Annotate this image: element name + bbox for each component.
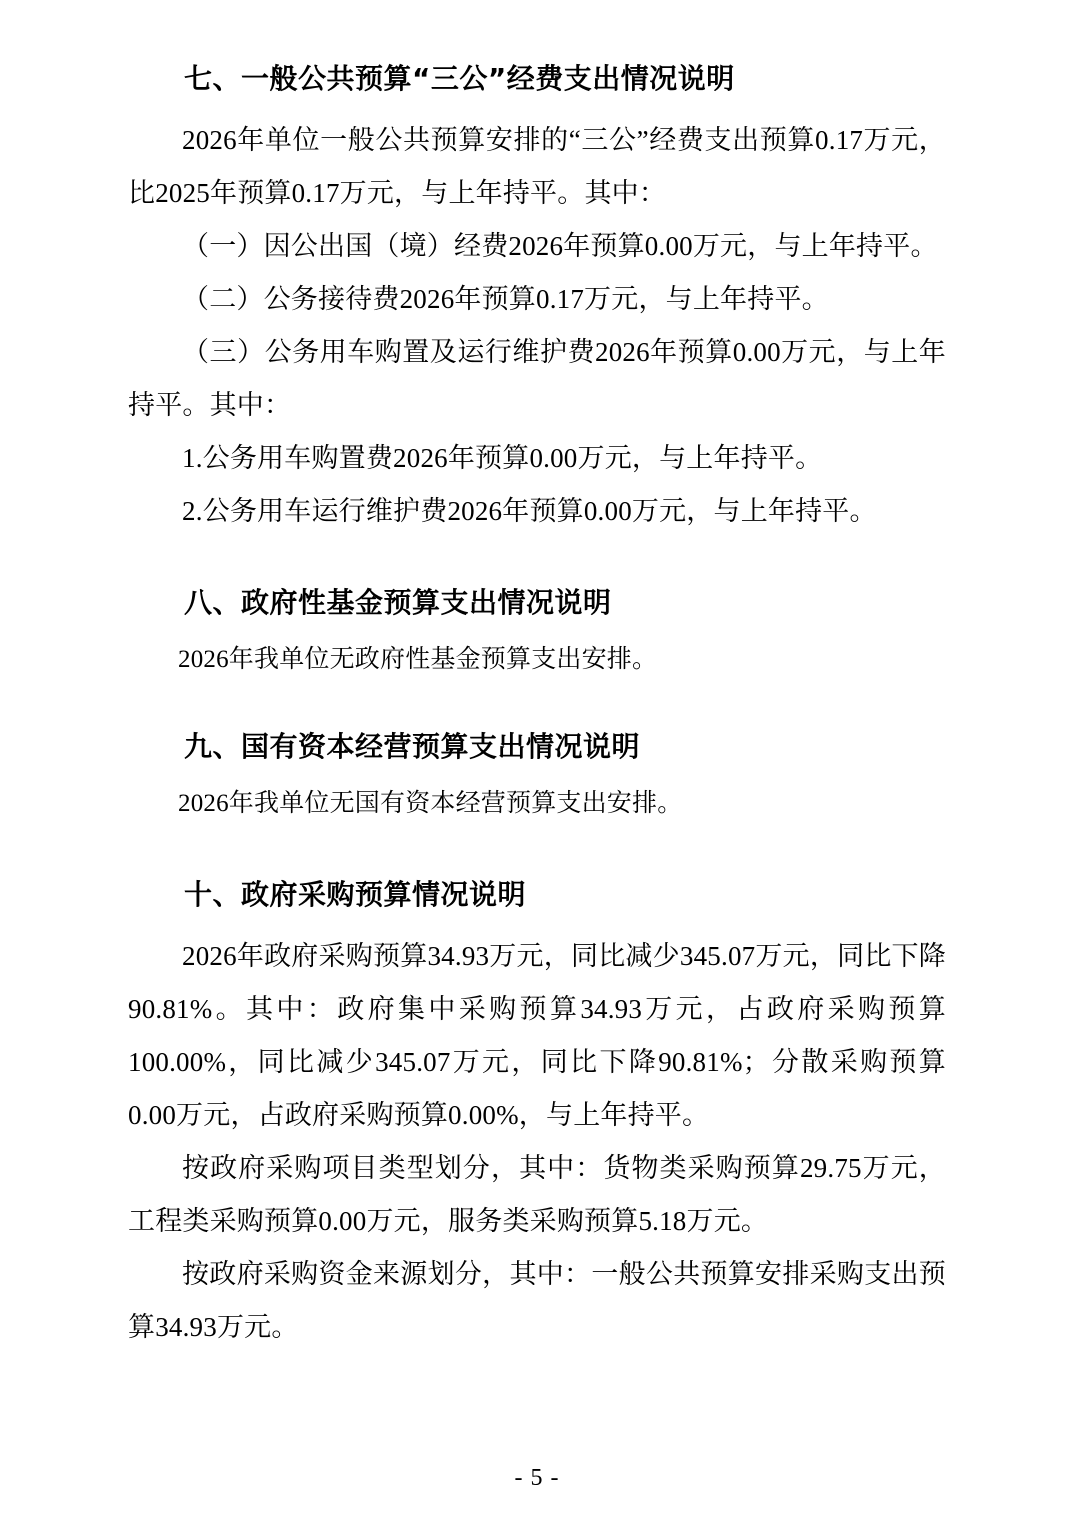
paragraph-seven-3: （二）公务接待费2026年预算0.17万元，与上年持平。 bbox=[182, 284, 829, 314]
section-heading-nine: 九、国有资本经营预算支出情况说明 bbox=[184, 730, 641, 763]
paragraph-ten-2: 按政府采购项目类型划分，其中：货物类采购预算29.75万元，工程类采购预算0.00万元，服务类采购预算5.18万元。 bbox=[128, 1153, 946, 1236]
paragraph-seven-5: 1.公务用车购置费2026年预算0.00万元，与上年持平。 bbox=[182, 443, 823, 473]
paragraph-ten-1: 2026年政府采购预算34.93万元，同比减少345.07万元，同比下降90.81%。其中：政府集中采购预算34.93万元，占政府采购预算100.00%，同比减少345.07万元，同比下降90.81%；分散采购预算0.00万元，占政府采购预算0.00%，与上年持平。 bbox=[128, 941, 946, 1130]
section-heading-ten: 十、政府采购预算情况说明 bbox=[184, 878, 527, 911]
paragraph-eight-1: 2026年我单位无政府性基金预算支出安排。 bbox=[178, 646, 658, 673]
paragraph-seven-4: （三）公务用车购置及运行维护费2026年预算0.00万元，与上年持平。其中： bbox=[128, 337, 946, 420]
paragraph-seven-1: 2026年单位一般公共预算安排的“三公”经费支出预算0.17万元，比2025年预算0.17万元，与上年持平。其中： bbox=[128, 125, 946, 208]
paragraph-seven-6: 2.公务用车运行维护费2026年预算0.00万元，与上年持平。 bbox=[182, 496, 877, 526]
paragraph-nine-1: 2026年我单位无国有资本经营预算支出安排。 bbox=[178, 790, 683, 817]
paragraph-seven-2: （一）因公出国（境）经费2026年预算0.00万元，与上年持平。 bbox=[182, 231, 938, 261]
page-number: - 5 - bbox=[514, 1465, 560, 1491]
paragraph-ten-3: 按政府采购资金来源划分，其中：一般公共预算安排采购支出预算34.93万元。 bbox=[128, 1259, 946, 1342]
section-heading-eight: 八、政府性基金预算支出情况说明 bbox=[184, 586, 612, 619]
section-heading-seven: 七、一般公共预算“三公”经费支出情况说明 bbox=[184, 62, 735, 95]
